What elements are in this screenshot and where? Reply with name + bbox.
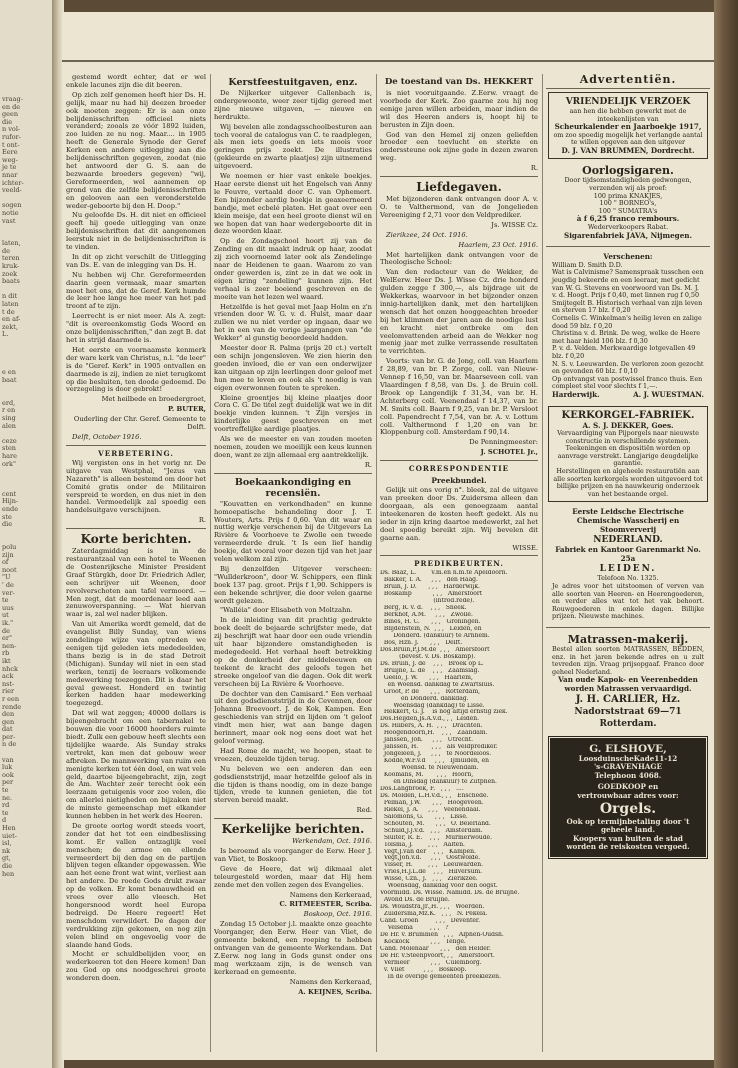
- paragraph: "Kouvatten en verkondhaden" en kunne homoepatische behandeling door J. T. Wouters, Arts. Prijs f 0,60. Van dit waar en nuttig werkje verschenen bij de Uitgevers La Rivière & Voorhoeve te Zwolle een tweede vermeerderde druk. 't Is een lief handig boekje, dat vooral voor dezen tijd van het jaar velen welkom zal zijn.: [214, 499, 372, 564]
- predikbeurt-entry: Ds. Bruin, J. de , , , Broek op L.: [380, 660, 484, 667]
- predikbeurt-entry: Schuld,J.J.v.d. , , , Amsterdam.: [380, 827, 483, 834]
- paragraph: In de inleiding van dit prachtig gedrukte boek deelt de bejaarde schrijfster mede, dat zij beschrijft wat haar door een oude vriendin uit haar bijzondere omstandigheden is medegedeeld. Het verhaal heeft betrekking op de donkerheid der middeleeuwen en teekent de kracht des geloofs tegen het streeke ongeloof van die dagen. Ook dit werk verscheen bij La Rivière & Voorhoeve.: [214, 616, 372, 688]
- sign-line: Namens den Kerkeraad,: [289, 977, 372, 986]
- sign-role: Ouderling der Chr. Geref. Gemeente te Delft.: [73, 415, 206, 432]
- predikbeurt-entry: De Hr. v. Brummen , , , Alphen-Oudsh.: [380, 931, 504, 938]
- divider: [214, 818, 372, 819]
- previous-page-fragments: vraag- en de geen die n vol- rufor- t ont- Eere weg- je te nnar ichter- veeld- sogen notie vast laten, de teren kruk- zoek baats n dit laten t de en af- zekt, L. e en baat erd, r en sing alen ceze sten hare ork" cent Hijn- ende ste die polu zijn of noot "U ' de ver- te uus ut ik." de er" nen- rb ikt nhck ack nst- rier r een rende den gen dat per- n de van luk ook per te ne. rd te d Hen uiet- isl, nk gt, die hen: [2, 95, 24, 878]
- paragraph: Met hartelijken dank ontvangen voor de Theologische School:: [380, 250, 538, 267]
- ad-line: Fabriek en Kantoor Garenmarkt No. 25a: [555, 545, 701, 563]
- divider: [380, 176, 538, 177]
- predikbeurt-entry: Salomons, G. , , , Lisse.: [380, 813, 468, 820]
- predikbeurt-entry: Blijdenstein, N. , , , Leiden, en: [380, 626, 482, 633]
- predikbeurt-entry: Groot, P. de , , , Rotterdam,: [380, 688, 481, 695]
- ad-text: Vervaardiging van Pijporgels naar nieuwste constructie in verschillende systemen. Teekeningen en dispositiën worden op aanvrage verstrekt. Langjarige deugdelijke garantie.: [557, 429, 699, 468]
- dateline: Haarlem, 23 Oct. 1916.: [458, 240, 538, 249]
- heading-liefdegaven: Liefdegaven.: [416, 180, 502, 195]
- previous-page-edge: [0, 0, 52, 1068]
- ad-text: Herstellingen en algeheele restauratiën aan alle soorten kerkorgels worden uitgevoerd tot billijke prijzen en na nauwkeurig onderzoek van het bestaande orgel.: [553, 467, 703, 498]
- predikbeurt-entry: Berg, R. v. d. , , , Sneek.: [380, 605, 467, 612]
- divider: [214, 473, 372, 474]
- predikbeurt-entry: Ds. Baaz, L. v.m.en n.m.te Apeldoorn.: [380, 570, 508, 577]
- predikbeurt-entry: Jongeleen, J. , , , te Noordeloos.: [380, 751, 492, 758]
- ad-name: A. S. J. DEKKER, Goes.: [582, 420, 674, 430]
- divider: [380, 460, 538, 461]
- ad-line: Telefoon No. 1325.: [597, 574, 659, 583]
- ad-text: om zoo spoedig mogelijk het verlangde aantal te willen opgeven aan den uitgever: [553, 130, 703, 147]
- paragraph: Zaterdagmiddag is in de restaurantzaal van een hotel te Weenen de Oostenrijksche Minister President Graaf Stürgkh, door Dr. Friedrich Adler, een schrijver uit Weenen, door revolverschoten aan tafel vermoord. — Men zegt, dat de moordenaar leed aan zenuwoverspanning. — Wat hiervan waar is, zal wel nader blijken.: [66, 547, 206, 619]
- predikbeurt-entry: Hoogendoorn,H. , , , Zaandam.: [380, 730, 488, 737]
- signature: Js. WISSE Cz.: [491, 220, 538, 229]
- divider: [546, 246, 710, 247]
- paragraph: Zondag 15 October j.l. maakte onze geachte Voorganger, den Eerw. Heer van Vliet, de gemeente bekend, een roeping te hebben ontvangen van de gemeente Werkendam. Dat Z.Eerw. nog lang in Gods gunst onder ons mag werkzaam zijn, is de wensch van kerkeraad en gemeente.: [214, 920, 372, 976]
- predikbeurt-entry: v. Vliet , , , Boskoop.: [380, 966, 467, 973]
- ad-name: A. J. WUESTMAN.: [633, 389, 704, 399]
- predikbeurt-entry: Avond Ds. de Bruijne.: [380, 897, 450, 904]
- ad-text: Je adres voor het uitstoomen of verven van alle soorten van Heeren- en Heerengoederen, en verder alles wat tot het vak behoort. Rouwgoederen in enkele dagen. Billijke prijzen. Nieuwste machines.: [552, 582, 704, 621]
- ad-price: à f 6,25 franco rembours.: [576, 214, 680, 224]
- ad-name: D. J. VAN BRUMMEN, Dordrecht.: [561, 145, 695, 155]
- signature: A. KEIJNES, Scriba.: [298, 987, 372, 996]
- predikbeurt-entry: Hekkert, G. J. is nog altijd ernstig ziek.: [380, 709, 508, 716]
- paragraph: Nu geloofde Ds. H. dit niet en officieel geeft hij goede uitlegging van onze belijdenisschriften dat dit aangenomen leerstuk niet in de belijdenisschriften is te vinden.: [66, 211, 206, 252]
- heading-korte-berichten: Korte berichten.: [80, 532, 192, 547]
- paragraph: Is beroemd als voorganger de Eerw. Heer J. van Vliet, te Boskoop.: [214, 847, 372, 863]
- heading-correspondentie: CORRESPONDENTIE: [408, 464, 510, 474]
- predikbeurt-entry: en Woensd. dankdag te Zwartsluis.: [380, 681, 495, 688]
- ad-city: 's-GRAVENHAGE: [593, 762, 662, 772]
- paragraph: De Nijkerker uitgever Callenbach is, ondergewoonte, weer zeer tijdig gereed met zijne nieuwe uitgaven, — nieuwe en herdrukte.: [214, 89, 372, 121]
- predikbeurt-entry: Zuidersma,Mz.K. , , , N. Pekela.: [380, 911, 488, 918]
- ad-line: William D. Smith D.D.: [552, 260, 623, 269]
- ad-line: 100 " SUMATRA's: [598, 206, 658, 215]
- predikbeurt-entry: Kockock , , , Tenge.: [380, 938, 466, 945]
- signature: WISSE.: [512, 543, 538, 552]
- ad-name: G. ELSHOVE,: [589, 742, 667, 755]
- paragraph: Met bijzonderen dank ontvangen door A. v. O. te Valthermond, van de Jongelieden Vereeniging f 2,71 voor den Veldprediker.: [380, 195, 538, 219]
- advertenties-masthead: Advertentiën.: [579, 74, 677, 86]
- predikbeurt-entry: Vermeer , , , Culemborg.: [380, 959, 482, 966]
- paragraph: In dit op zicht verschilt de Uitlegging van Ds. E. van de inlegging van Ds. H.: [66, 252, 206, 269]
- paragraph: Bij denzelfden Uitgever verscheen: "Wullderkroon", door W. Schippers, een flink boek 137 pag. groot. Prijs f 1,90. Schippers is een bekende schrijver, die door velen gaarne wordt gelezen.: [214, 564, 372, 605]
- predikbeurt-entry: Vegt,J.van der , , , Kampen.: [380, 848, 476, 855]
- paragraph: De dochter van den Camisard." Een verhaal uit den godsdienststrijd in de Cevennen, door Johanna Breevoort. J. de Kok, Kampen. Een geschiedenis van strijd en lijden om 't geloof vindt men hier, wat aan bange dagen herinnert, maar ook nog eens doet wat het geloof vermag.: [214, 689, 372, 745]
- dateline: Zierikzee, 24 Oct. 1916.: [386, 230, 468, 239]
- ad-text: Bestel allen soorten MATRASSEN, BEDDEN, enz. in het jaren bekende adres en u zult tevreden zijn. Vraag prijsopgaaf. Franco door geheel Nederland.: [552, 644, 704, 676]
- ad-bold: Scheurkalender en Jaarboekje 1917,: [554, 122, 702, 132]
- ad-matrassen-makerij: [548, 631, 708, 733]
- dateline: Werkendam, Oct. 1916.: [292, 837, 372, 846]
- predikbeurt-entry: De Hr. v.Steenpvoort, , , Amersfoort.: [380, 952, 495, 959]
- paragraph: Mocht er schuldbelijden voor, en wederkeeren tot den Heere komen! Dan zou God op ons noodgeschrei groote wonderen doen.: [66, 950, 206, 983]
- paragraph: Voorts: van br. G. de Jong, coll. van Haarlem f 28,89, van br. P. Zorge, coll. van Nieuw-Vennep f 16,50, van br. Maarseveen coll. van Vlaardingen f 8,58, van Ds. J. de Bruin coll. Broek op Langendijk f 31,34, van br. H. Achterberg coll. Veenendaal f 14,37, van br. M. Smits coll. Baarn f 9,25, van br. P. Versloot coll. Papendrecht f 7,54, van br. A. v. Lottum coll. Valthermond f 1,20 en van br. Kloppenburg coll. Amsterdam f 90,14.: [380, 357, 538, 437]
- paragraph: Had Rome de macht, we hoopen, staat te vreezen, deuzelde tijden terug.: [214, 746, 372, 763]
- ad-line: P. v. d. Velden. Merkwaardige lotgevallen 49 blz. f 0,20: [552, 344, 696, 360]
- paragraph: Geve de Heere, dat wij dikmaal alet teleurgesteld worden, maar dat Hij hem zende met den vollen zegen des Evangelies.: [214, 864, 372, 889]
- header-rule: [62, 60, 714, 62]
- ad-title: Verschenen:: [603, 252, 653, 262]
- ad-line: Eerste Leidsche Electrische Chemische Wasscherij en Stoomververij: [572, 507, 684, 534]
- predikbeurt-entry: en Dinsdag (dankuur) te Zutphen.: [380, 779, 497, 785]
- ad-vriendelijk-verzoek: [548, 92, 708, 160]
- predikbeurt-entry: Woensdag, dankdag voor den oogst.: [380, 883, 498, 890]
- paragraph: De groote oorlog wordt steeds voort, zonder dat het tot een eindbeslissing komt. Er vallen ontzaglijk veel menschen; de armoe en ellende vermeerdert bij den dag en de partijen blijven tegen elkander opgewassen. Wie aan het eene front wat wint, verliest aan het andere. De roede Gods drukt zwaar op de volken. Er komt benauwdheid en vrees over alle vleesch. Het hongersnood wordt heel Europa bedreigd. De Heere regeert! Het menschdom verwildert. De dagen der verdrukking zijn gekomen, en nog zijn velen blind en ongevoelig voor de slaande hand Gods.: [66, 821, 206, 949]
- column-rule: [542, 74, 543, 1052]
- ad-line: Christina v. d. Brink. De weg, welke de Heere met haar hield 106 blz. f 0,30: [552, 329, 701, 345]
- ad-title: Oorlogsigaren.: [582, 164, 674, 178]
- predikbeurt-entry: Woensd. te Nieuwendam.: [380, 765, 479, 772]
- ad-elshove-orgels: [548, 736, 708, 859]
- paragraph: "Walléia" door Elisabeth von Moltzahn.: [220, 606, 353, 615]
- predikbeurt-entry: Geelo, J. W. , , , Haarlem,: [380, 674, 473, 681]
- predikbeurt-entry: Pelman, J.W. , , , Hoogeveen.: [380, 799, 484, 806]
- book-binding: [714, 0, 738, 1068]
- paragraph: Van den redacteur van de Wekker, de WelEerw. Heer Ds. J. Wisse Cz. drie honderd gulden zegge f 300,—, als bijdrage uit de Wekkerkas, waarvoor in het bijzonder onzen innig-hartelijken dank, met den hartelijken wensch dat het onzen hooggeachten broeder bij het klimmen der jaren aan de noodige lust en kracht niet ontbreke om den veelomvattenden arbeid aan de Wekker nog menig jaar met zulke verrassende resultaten te verrichten.: [380, 268, 538, 356]
- ad-name: J. H. CARLIER, Hz.: [575, 693, 681, 705]
- predikbeurt-entry: Cand. Groen , , , Deventer.: [380, 918, 481, 925]
- paragraph: We noemen er hier vast enkele boekjes. Haar eerste dienst uit het Engelsch van Anny le Feuvre, vertaald door C. van Ophemert. Een bijzonder aardig boekje in geaxeerneerd bandje, met ecbelé platen. Het gaat over een klein meisje, dat een heel groote dienst wil en we hopen dat van haar wedergeboorte dit in deze woorden klaar.: [214, 172, 372, 236]
- predikbeurten-list: [380, 570, 538, 980]
- predikbeurt-entry: Vries,H.J.L.de , , , Hilversum.: [380, 869, 483, 876]
- predikbeurt-entry: Boskamp , , , Amersfoort: [380, 591, 483, 598]
- predikbeurt-entry: Dos.Heijden,Js.A.v.d., , , Leiden.: [380, 716, 480, 723]
- paragraph: is niet vooruitgaande. Z.Eerw. vraagt de voorbede der Kerk. Zoo gaarne zou hij nog eenige jaren willen arbeiden, maar indien de wil des Heeren anders is, hoopt hij te berusten in Zijn doen.: [380, 89, 538, 129]
- predikbeurt-entry: Berkhof, A.M. , , , Zwolle.: [380, 612, 473, 619]
- ad-line: 100 " BORNEO's,: [599, 199, 657, 208]
- divider: [380, 555, 538, 556]
- paragraph: Nu beleven we een anderen dan een godsdienststrijd, maar hetzelfde geloof als in die tijden is thans noodig, om in deze bange tijden, vrede te kunnen genieten, die tot sterven bereid maakt.: [214, 764, 372, 805]
- heading-kerstfeestuitgaven: Kerstfeestuitgaven, enz.: [228, 77, 358, 88]
- ad-address: LoosduinscheKade11-12: [578, 753, 678, 763]
- ad-text: Door tijdsomstandigheden gedwongen, verzenden wij als proef:: [564, 176, 692, 193]
- paragraph: Wij bevelen alle zondagsschoolbesturen aan toch vooral de catalogus van C. te raadplegen, als men iets goeds en iets moois voor geringen prijs zoekt. De illustraties (gekleurde en zwarte plaatjes) zijn uitnemend uitgevoerd.: [214, 122, 372, 171]
- paragraph: Meester door R. Palma (prijs 20 ct.) vertelt een schijn jongensleven. We zien hierin den goeden invloed, die er van een onderwijzer kan uitgaan op zijn leerlingen door geloof met hun mee te leven en ook als 't noodig is van eigen overwonnen fouten te spreken.: [214, 344, 372, 392]
- predikbeurt-entry: Janssen, H. , , , als Veldprediker.: [380, 744, 498, 751]
- column-3: [380, 74, 538, 1054]
- predikbeurt-entry: Bruijne, L. de , , , Zaamslag.: [380, 667, 480, 674]
- sign-line: Namens den Kerkeraad,: [289, 890, 372, 899]
- newspaper-page: [62, 12, 714, 1060]
- paragraph: God van den Hemel zij onzen geliefden broeder een toevlucht en sterkte en onderssteune ook zijne gade in dezen zwaren weg.: [380, 130, 538, 163]
- column-2: [214, 74, 372, 1054]
- heading-predikbeurten: PREDIKBEURTEN.: [414, 559, 504, 569]
- divider: [546, 88, 710, 89]
- predikbeurt-entry: Janssen, Joh. , , , Utrecht.: [380, 737, 474, 744]
- paragraph: Kleine groentjes bij kleine plaatjes door Cora C. G. De titel zegt duidelijk wat we in dit boekje vinden kunnen. 't Zijn versjes in kinderlijke geest geschreven en met voortreffelijke aardige plaatjes.: [214, 393, 372, 434]
- ad-oorlogsigaren: [548, 162, 708, 243]
- dateline: Delft, October 1916.: [72, 432, 142, 441]
- predikbeurt-entry: In de overige gemeenten preeklezen.: [380, 973, 501, 980]
- predikbeurt-entry: Kodde,W.F.v.d , , , IJmuiden, en: [380, 758, 490, 765]
- predikbeurt-entry: Schouten, M. , , , O. Beierland.: [380, 820, 491, 827]
- predikbeurt-entry: Bakker, T. A. , , , den Haag.: [380, 577, 478, 584]
- signature: Red.: [356, 806, 372, 815]
- ad-wasscherij-nederland: [548, 505, 708, 624]
- signature: R.: [364, 460, 372, 469]
- ad-big: Orgels.: [599, 800, 657, 817]
- signature: P. BUTER,: [167, 405, 206, 414]
- divider: [66, 528, 206, 529]
- heading-verbetering: VERBETERING.: [98, 448, 174, 458]
- ad-line: Wat is Calvinisme? Samenspraak tusschen een jeugdig bekeerde en een leeraar, met gedicht van W. G. Stevens en voorwoord van Ds. M. J. v. d. Hoogt. Prijs f 0,40, met linnen rug f 0,50: [552, 268, 704, 300]
- paragraph: Leerrecht is er niet meer. Als A. zegt: "dit is overeenkomstig Gods Woord en onze belijdenisschriften," dan zegt B. dat het in strijd daarmede is.: [66, 312, 206, 344]
- sign-line: Met heilbede en broedergroet,: [101, 395, 206, 404]
- ad-line: Cornelis C. Winkelman's heilig leven en zalige dood 59 blz. f 0,20: [552, 313, 702, 330]
- ad-line: GOEDKOOP en: [597, 782, 659, 792]
- paragraph: Het eerste en voornaamste kenmerk der ware kerk van Christus, n.l. "de leer" is de "Geref. Kerk" in 1905 ontvallen en daarmede is zij, indien ze niet terugkomt op die besluiten, ten doode gedoemd. De verzegeling is door gebrokt!: [66, 345, 206, 394]
- paragraph: Dat wil wat zeggen; 40000 dollars is bijeengebracht om een tabernakel te bouwen die voor 16000 hoorders ruimte biedt. Zulk een gebouw heeft slechts een tijdelijke waarde. Als Sunday straks vertrekt, kan men dat gebouw weer afbreken. De mannwerking van ruim een menigte kerken tot één doel, en wat vele geld, daartoe bijeengebracht, zijn, zegt de Am. Wachter zeer terecht ook een leerzaam getuigenis voor zoo velen, die om allerlei nietigheden on bijzaken niet de minste gemeenschap met elkander kunnen hebben in het werk des Heeren.: [66, 709, 206, 821]
- predikbeurt-entry: Bruin, J. D. , , , Harderwijk.: [380, 584, 480, 591]
- predikbeurt-entry: Koomans, M. , , , Hoorn,: [380, 772, 474, 779]
- subheading-preekbundel: Preekbundel.: [431, 476, 487, 486]
- predikbeurt-entry: Ds. Hilbers, A. H. , , , Drachten.: [380, 723, 483, 730]
- predikbeurt-entry: Wisse, Czn., J. , , , Zierikzee.: [380, 876, 478, 883]
- ad-address: Nadorststraat 69—71 Rotterdam.: [574, 706, 682, 729]
- predikbeurt-entry: en Donderd. dankdag.: [380, 695, 469, 702]
- predikbeurt-entry: Donderd. (dankuur) te Arnhem.: [380, 632, 490, 639]
- paragraph: Op zich zelf genomen heeft hier Ds. H. gelijk, maar nu had hij deezen broeder ook moeten zeggen: Er is aan onze belijdenisschriften officieel niets veranderd; zooals ze vóór 1892 luiden, zoo luiden ze nu nog. Maar.... in 1905 heeft de Generale Synode der Geref Kerken een andere uitlegging aan die belijdenisschriften gegeven, zoodat (nie het antwoord der G. S. aan de bezwaarde broeders gegeven) "wij, Gereformeerden, wel aannemen op grond van die zelfde belijdenisschriften en gelooven aan een veronderstelde weder-geboorte bij den H. Doop.": [66, 90, 206, 210]
- predikbeurt-entry: Visser, H. , , , Leeuwarden.: [380, 862, 484, 869]
- paragraph: Nu hebben wij Chr. Gereformeerden daarin geen vermaak, maar smarten moet het ons, dat de Geref. Kerk humde de leer hoe lange hoe meer van het pad treont af te zijn.: [66, 270, 206, 311]
- ad-text: aan hen die hebben gewerkt met de inteekenlijsten van: [569, 106, 687, 123]
- predikbeurt-entry: Velsema , , , ?: [380, 925, 449, 932]
- ad-line: N. S. v. Leeuwarden. De verloren zoon gezocht en gevonden 60 blz. f 0,10: [552, 359, 704, 376]
- ad-city: LEIDEN.: [599, 564, 657, 575]
- ad-line: Ook op termijnbetaling door 't geheele land.: [566, 816, 690, 835]
- paragraph: Wij vergisten ons in het vorig nr. De uitgave van Westphal, "Jezus van Nazareth" is alleen bestemd om door het Comité gratis onder de Militairen verspreid te worden, en dus niet in den handel. Vermoedelijk zal spoedig een handelsuitgave verschijnen.: [66, 458, 206, 515]
- predikbeurt-entry: Tolsma, J. , , , Aalten.: [380, 841, 465, 848]
- heading-kerkelijke-berichten: Kerkelijke berichten.: [221, 822, 365, 837]
- ad-verschenen: [548, 250, 708, 402]
- heading-boekaankondiging: Boekaankondiging en recensiën.: [234, 476, 352, 499]
- predikbeurt-entry: (bevest. v. Ds. Boskamp).: [380, 653, 476, 660]
- predikbeurt-entry: Voormidd. Ds. Wisse. Namidd. Ds. de Bruijne.: [380, 890, 520, 897]
- predikbeurt-entry: Sluiter, R. E. , , , Murmerwoude.: [380, 834, 493, 841]
- ad-kerkorgel-fabriek: [548, 406, 708, 503]
- ad-title: Matrassen-makerij.: [567, 632, 689, 646]
- ad-line: Smijtegelt B. Historisch verhaal van zijn leven en sterven 17 blz. f 0,20: [552, 298, 703, 315]
- ad-title: VRIENDELIJK VERZOEK: [565, 96, 691, 107]
- ad-title: KERKORGEL-FABRIEK.: [561, 409, 695, 421]
- ad-line: Koopers van buiten de stad worden de reiskosten vergoed.: [566, 833, 690, 852]
- ad-line: vertrouwbaar adres voor:: [577, 790, 679, 800]
- predikbeurt-entry: Ds. Molden, L.H.v.d., , , Enschede.: [380, 792, 489, 799]
- divider: [546, 627, 710, 628]
- ad-line: Wederverkoopers Rabat.: [587, 223, 669, 232]
- paragraph: Gelijk uit ons vorig n°. bleek, zal de uitgave van preeken door Ds. Zuidersma alleen dan doorgaan, als een genoegzaam aantal inteekenaren de kosten heeft gedekt. Als nu ieder in zijn kring daartoe medewerkt, zal het doel spoedig bereikt zijn. Wij bevelen dit gaarne aan.: [380, 486, 538, 542]
- ad-place: Harderwijk.: [552, 389, 600, 399]
- column-4: [546, 74, 710, 1054]
- predikbeurt-entry: Dos.Bruin,P.J.M.de , , , Amersfoort: [380, 646, 490, 653]
- predikbeurt-entry: Bines, H. C. , , , Groningen.: [380, 619, 481, 626]
- column-1: [66, 74, 206, 1054]
- paragraph: Hetzelfde is het geval met Jaap Holm en z'n vrienden door W. G. v. d. Hulst, maar daar zullen we nu niet verder op ingaan, daar we het in een van de vorige jaargangen van "de Wekker" al gunstig beoordeeld hadden.: [214, 302, 372, 343]
- dateline: Boskoop, Oct. 1916.: [303, 910, 372, 919]
- ad-title: NEDERLAND.: [593, 535, 663, 546]
- predikbeurt-entry: (introd.rede).: [380, 598, 475, 605]
- heading-toestand-hekkert: De toestand van Ds. HEKKERT: [384, 77, 534, 87]
- predikbeurt-entry: Riekel, J. A. , , , Veenendaal.: [380, 806, 481, 813]
- signature: R.: [530, 164, 538, 173]
- predikbeurt-entry: Woensdag (dankdag) te Lisse.: [380, 702, 485, 709]
- ad-telephone: Telephoon 4068.: [594, 770, 662, 780]
- column-rule: [376, 74, 377, 1052]
- ad-line: Op ontvangst van postwissel franco thuis. Een compleet stel voor slechts f 1,—.: [552, 374, 703, 391]
- signature: R.: [198, 516, 206, 525]
- sign-line: De Penningmeester:: [469, 438, 538, 447]
- signature: J. SCHOTEL Jr.,: [480, 448, 538, 457]
- predikbeurt-entry: Vegt,Joh.v.d. , , , Oostwolde.: [380, 855, 481, 862]
- predikbeurt-entry: Cand. Molenaar , , , den Helder.: [380, 945, 491, 952]
- paragraph: Als we de meester en van zouden moeten noemen, zouden we moeilijk een keus kunnen doen, want ze zijn allemaal erg aantrekkelijk.: [214, 435, 372, 459]
- predikbeurt-entry: Ds. Woudstra,Jr.,H. , , , Woerden.: [380, 904, 485, 911]
- divider: [66, 445, 206, 446]
- ad-bold: Van oude Kapok- en Veerenbedden worden Matrassen vervaardigd.: [558, 675, 698, 693]
- ad-firm: Sigarenfabriek JAVA, Nijmegen.: [564, 230, 692, 240]
- ad-footer: [552, 391, 704, 400]
- predikbeurt-entry: Dos.Langbroek, F. , , , ....: [380, 785, 464, 792]
- predikbeurt-entry: Bos, Hzn. J. , , , Delft.: [380, 639, 463, 646]
- ad-line: 100 prima KNAKJES,: [593, 191, 663, 200]
- column-rule: [210, 74, 211, 1052]
- signature: C. RITMEESTER, Scriba.: [279, 900, 372, 909]
- paragraph: Van uit Amerika wordt gemeld, dat de evangelist Billy Sunday, van wiens zondelinge wijze van optreden we eenigen tijd geleden iets mededeelden, thans bezig is in de stad Detroit (Michigan). Sunday wil niet in een stad werken, tenzij de leeraars volkomende medewerking toezeggen. Dit is daar het geval geweest. Honderd en twintig kerken hadden haar medewerking toegezegd.: [66, 620, 206, 708]
- paragraph: gestemd wordt echter, dat er wel enkele lacunes zijn die dit beeren.: [66, 74, 206, 89]
- paragraph: Op de Zondagschool hoort zij van de Zending en dit maakt indruk op haar, zoodat zij zich voornoemd later ook als Zendelinge naar de Heidenen te gaan. Waarom zo van onder gewerden is, zint ze in dat we ook in eigen kring "zendeling" kunnen zijn. Het verhaal is zeer boeiend geschreven en de moeite van het lezen wel waard.: [214, 237, 372, 301]
